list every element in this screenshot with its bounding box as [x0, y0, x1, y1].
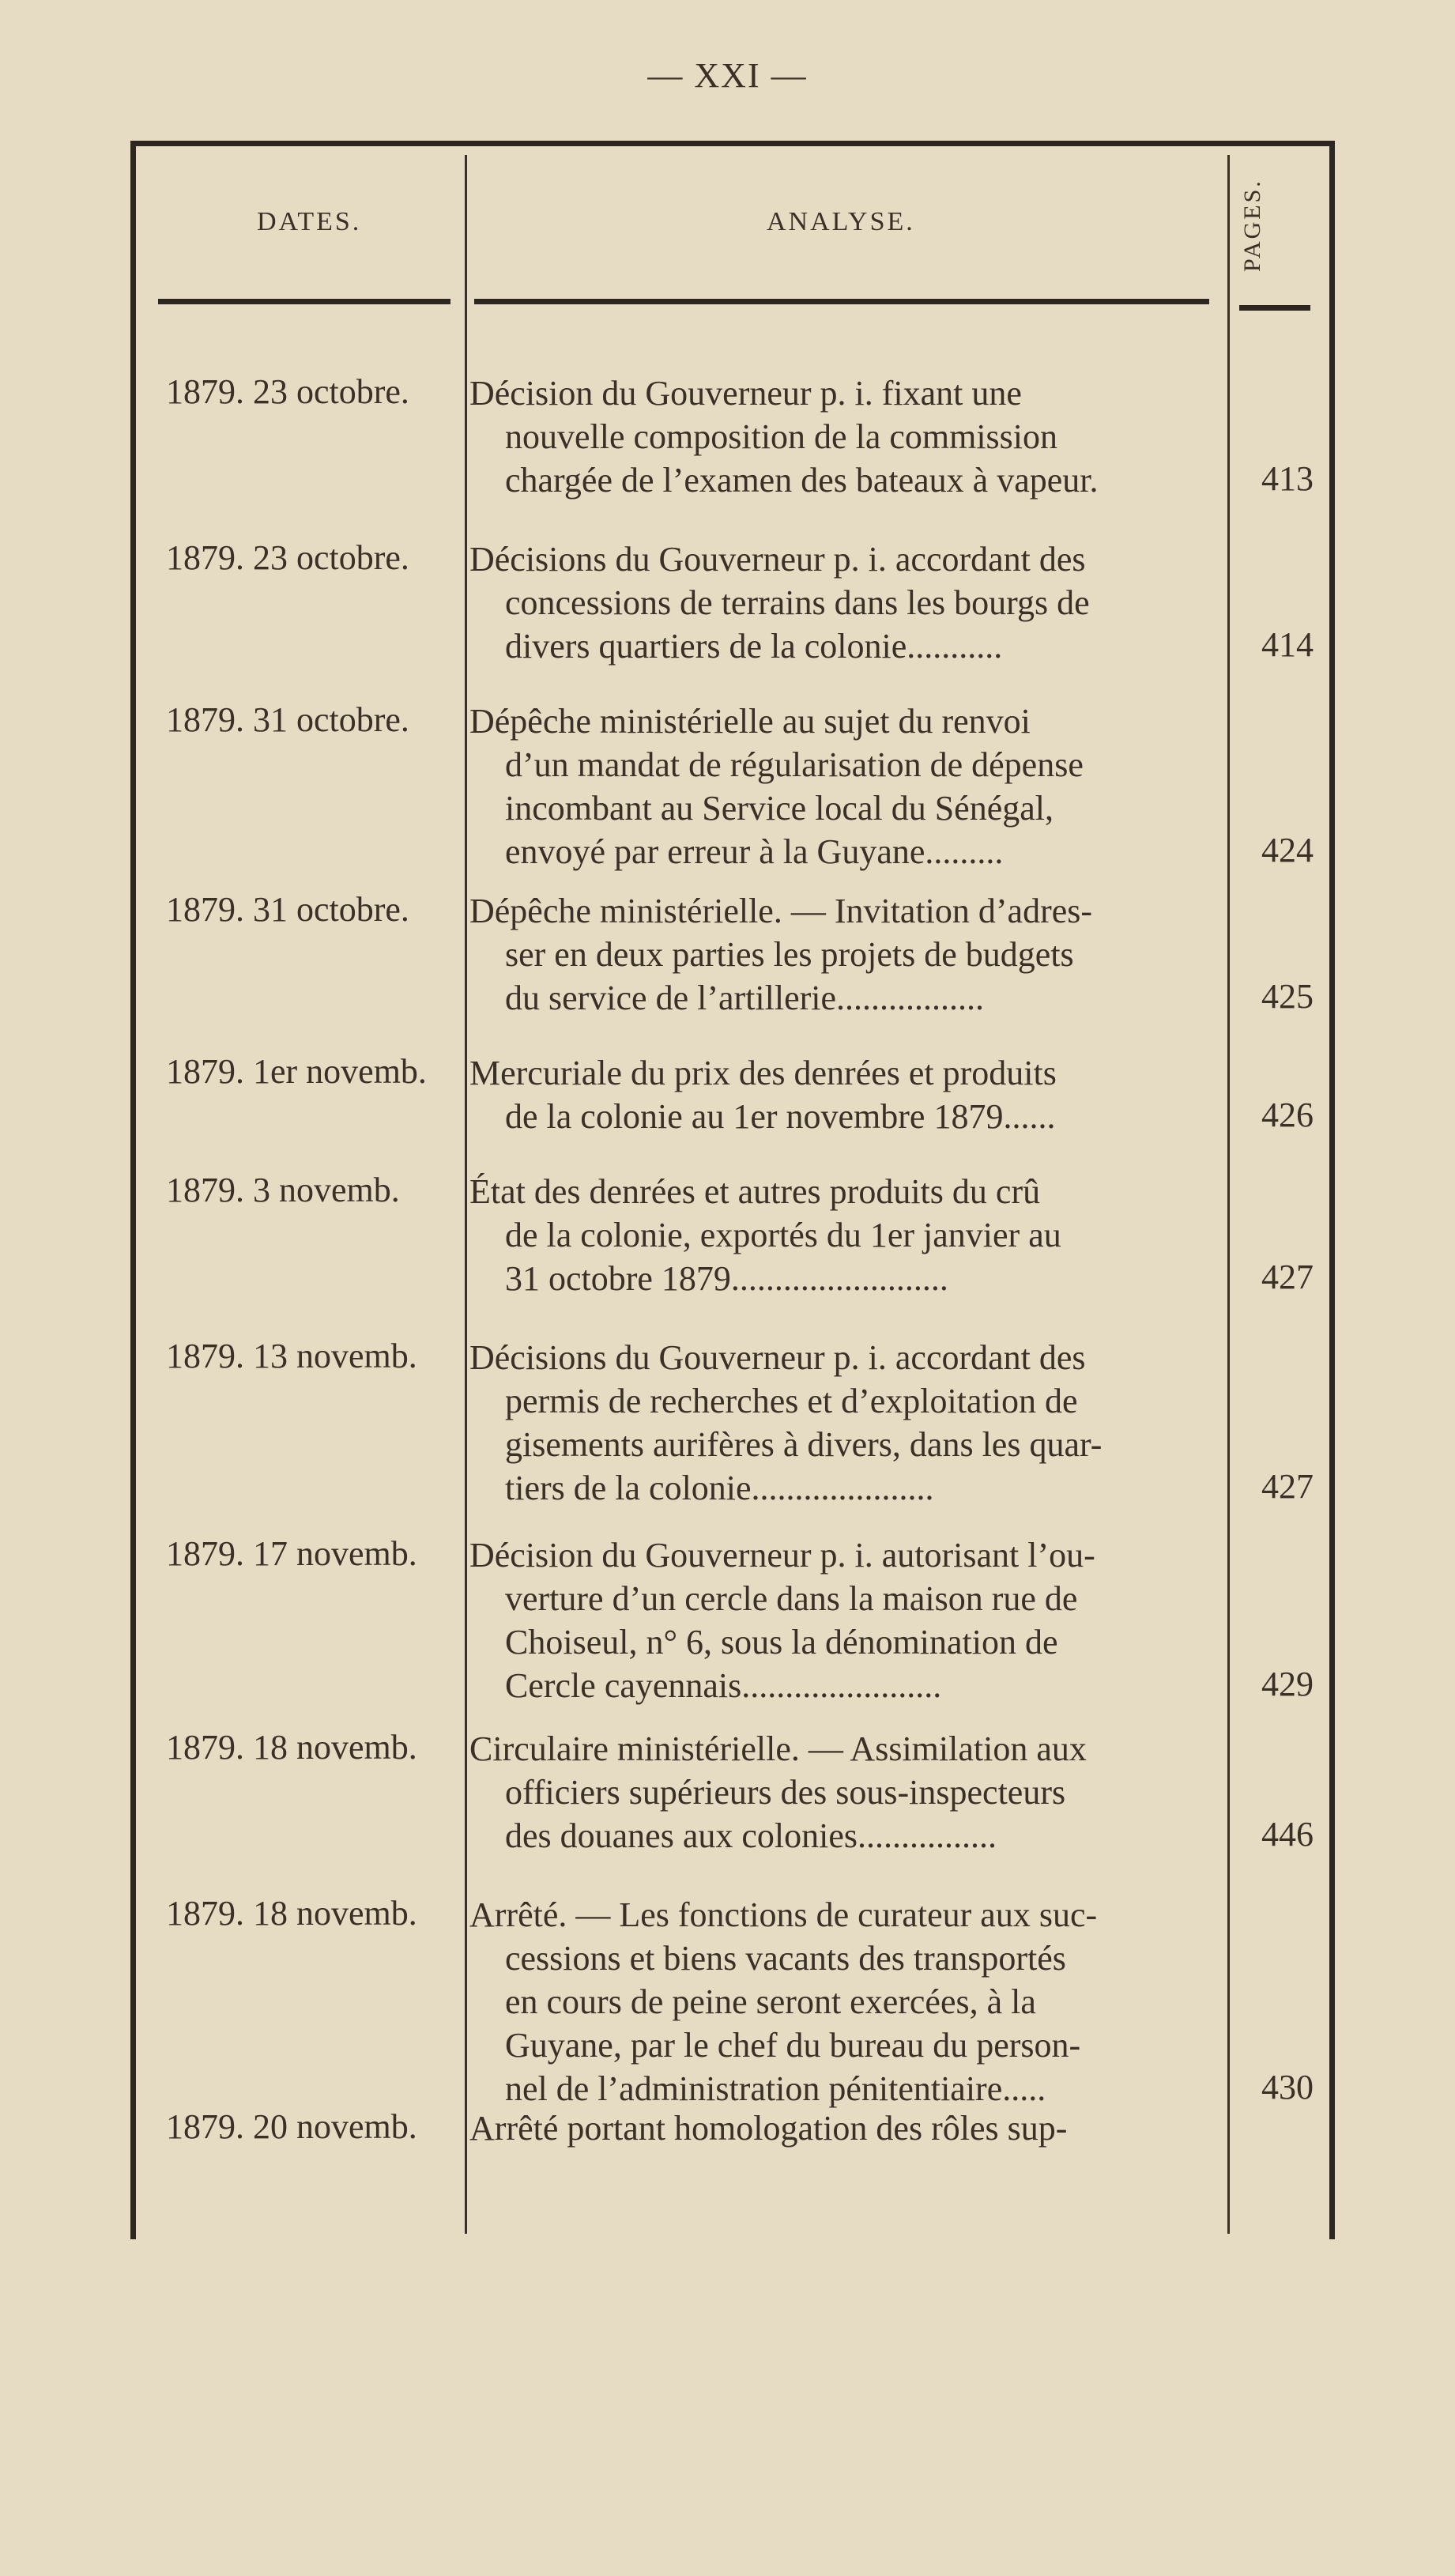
- entry-date: 1879. 13 novemb.: [166, 1337, 417, 1375]
- analysis-line: Décision du Gouverneur p. i. autorisant l’ou-: [469, 1536, 1095, 1575]
- entry-page-reference: 429: [1261, 1665, 1314, 1703]
- analysis-line: envoyé par erreur à la Guyane.........: [505, 832, 1004, 871]
- entry-date: 1879. 18 novemb.: [166, 1728, 417, 1767]
- analysis-line: ser en deux parties les projets de budgets: [505, 935, 1074, 974]
- analysis-line: concessions de terrains dans les bourgs de: [505, 583, 1090, 622]
- analysis-line: Décision du Gouverneur p. i. fixant une: [469, 374, 1022, 413]
- analysis-line: d’un mandat de régularisation de dépense: [505, 745, 1084, 784]
- page-number: — XXI —: [647, 56, 808, 95]
- pages-column-header: PAGES.: [1239, 179, 1265, 272]
- analysis-line: Décisions du Gouverneur p. i. accordant des: [469, 1338, 1086, 1377]
- analysis-line: permis de recherches et d’exploitation de: [505, 1382, 1078, 1420]
- entry-page-reference: 446: [1261, 1815, 1314, 1854]
- analysis-line: de la colonie, exportés du 1er janvier au: [505, 1216, 1061, 1254]
- entry-analysis: [469, 1893, 1216, 2110]
- analysis-line: Guyane, par le chef du bureau du person-: [505, 2026, 1081, 2065]
- entry-date: 1879. 17 novemb.: [166, 1534, 417, 1573]
- analysis-line: verture d’un cercle dans la maison rue de: [505, 1579, 1078, 1618]
- entry-analysis: [469, 1727, 1216, 1858]
- analysis-line: tiers de la colonie.....................: [505, 1469, 934, 1507]
- entry-date: 1879. 31 octobre.: [166, 890, 409, 929]
- entry-date: 1879. 1er novemb.: [166, 1052, 427, 1091]
- entry-date: 1879. 31 octobre.: [166, 700, 409, 739]
- analysis-line: Choiseul, n° 6, sous la dénomination de: [505, 1623, 1058, 1661]
- analysis-column-header: ANALYSE.: [767, 207, 915, 236]
- analysis-line: en cours de peine seront exercées, à la: [505, 1982, 1036, 2021]
- entry-date: 1879. 23 octobre.: [166, 372, 409, 411]
- analysis-line: du service de l’artillerie.................: [505, 979, 985, 1017]
- entry-analysis: [469, 1051, 1216, 1138]
- entry-date: 1879. 18 novemb.: [166, 1894, 417, 1933]
- entry-page-reference: 430: [1261, 2068, 1314, 2106]
- analysis-line: gisements aurifères à divers, dans les quar-: [505, 1425, 1103, 1464]
- entry-analysis: [469, 1533, 1216, 1707]
- entry-analysis: [469, 889, 1216, 1020]
- entry-page-reference: 427: [1261, 1258, 1314, 1296]
- analysis-line: divers quartiers de la colonie...........: [505, 627, 1003, 666]
- analysis-line: 31 octobre 1879.........................: [505, 1259, 948, 1298]
- entry-page-reference: 414: [1261, 625, 1314, 664]
- entry-analysis: [469, 537, 1216, 668]
- entry-page-reference: 413: [1261, 459, 1314, 498]
- entry-page-reference: 426: [1261, 1096, 1314, 1134]
- analysis-line: Mercuriale du prix des denrées et produits: [469, 1054, 1057, 1092]
- entry-analysis: [469, 1336, 1216, 1510]
- analysis-line: Cercle cayennais.......................: [505, 1666, 942, 1705]
- analysis-line: Dépêche ministérielle au sujet du renvoi: [469, 702, 1031, 741]
- entry-page-reference: 425: [1261, 977, 1314, 1016]
- analysis-line: officiers supérieurs des sous-inspecteurs: [505, 1773, 1066, 1812]
- analysis-line: Dépêche ministérielle. — Invitation d’adres-: [469, 892, 1093, 930]
- dates-header-rule: [158, 299, 450, 304]
- entry-page-reference: 424: [1261, 831, 1314, 869]
- analysis-line: cessions et biens vacants des transportés: [505, 1939, 1066, 1978]
- analysis-line: nel de l’administration pénitentiaire.....: [505, 2069, 1046, 2108]
- entry-analysis: [469, 700, 1216, 873]
- analysis-line: nouvelle composition de la commission: [505, 417, 1058, 456]
- entry-date: 1879. 3 novemb.: [166, 1171, 400, 1209]
- analysis-line: Arrêté. — Les fonctions de curateur aux suc-: [469, 1895, 1098, 1934]
- dates-column-rule: [465, 155, 467, 2234]
- entry-analysis: [469, 372, 1216, 502]
- analysis-line: des douanes aux colonies................: [505, 1816, 997, 1855]
- analysis-line: État des denrées et autres produits du crû: [469, 1172, 1041, 1211]
- analysis-header-rule: [474, 299, 1209, 304]
- entry-date: 1879. 23 octobre.: [166, 538, 409, 577]
- pages-column-rule: [1227, 155, 1230, 2234]
- entry-date: 1879. 20 novemb.: [166, 2107, 417, 2146]
- pages-header-rule: [1239, 305, 1310, 311]
- entry-page-reference: 427: [1261, 1467, 1314, 1506]
- entry-analysis: [469, 1170, 1216, 1300]
- analysis-line: Décisions du Gouverneur p. i. accordant des: [469, 540, 1086, 579]
- dates-column-header: DATES.: [257, 207, 362, 236]
- analysis-line: Arrêté portant homologation des rôles sup-: [469, 2109, 1068, 2148]
- analysis-line: incombant au Service local du Sénégal,: [505, 789, 1054, 828]
- analysis-line: de la colonie au 1er novembre 1879......: [505, 1097, 1056, 1136]
- analysis-line: Circulaire ministérielle. — Assimilation aux: [469, 1729, 1087, 1768]
- analysis-line: chargée de l’examen des bateaux à vapeur.: [505, 461, 1099, 500]
- entry-analysis: [469, 2106, 1216, 2150]
